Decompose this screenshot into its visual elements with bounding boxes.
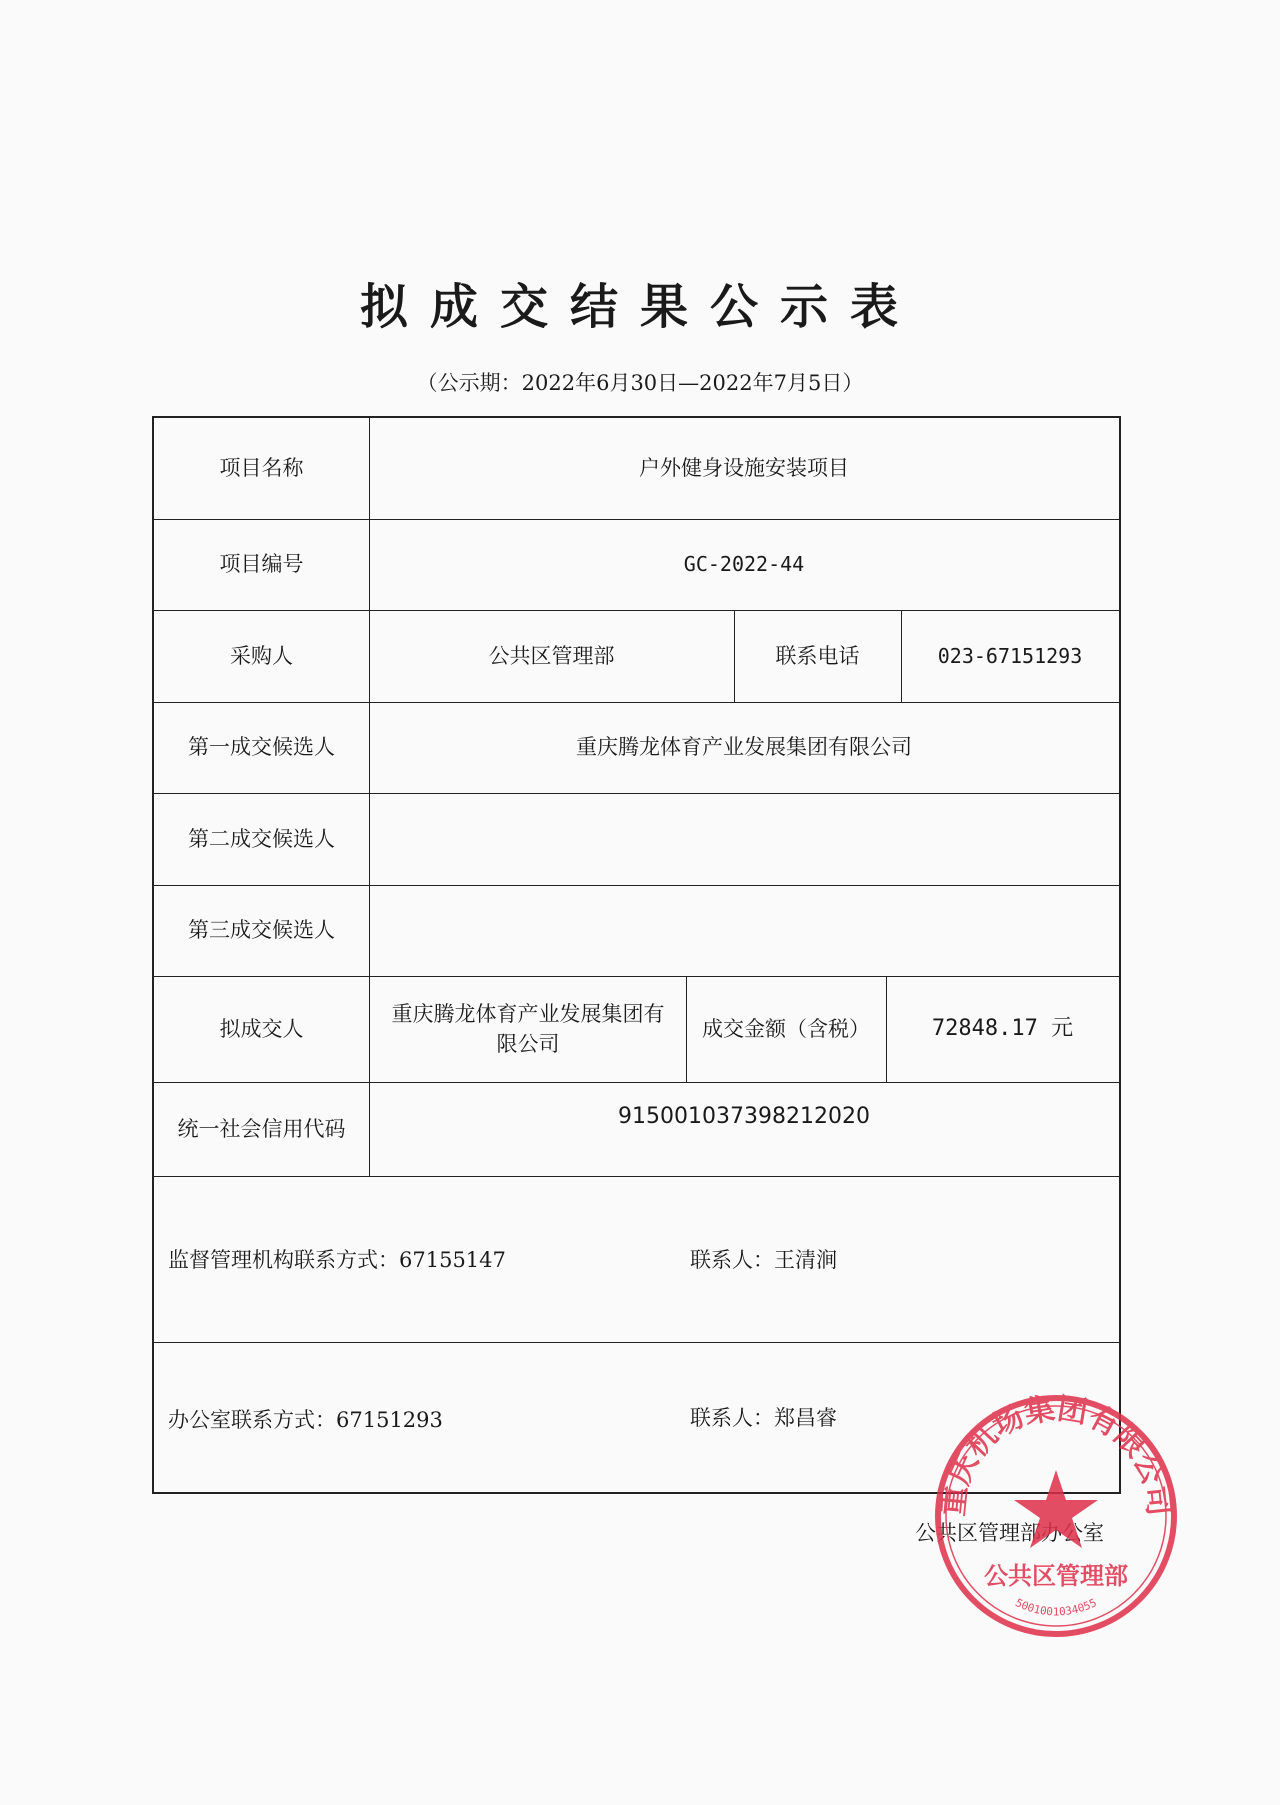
svg-text:重庆机场集团有限公司: 重庆机场集团有限公司	[936, 1391, 1176, 1518]
candidate2-label: 第二成交候选人	[188, 826, 335, 851]
office-contact: 办公室联系方式：67151293	[168, 1408, 443, 1432]
candidate1-value: 重庆腾龙体育产业发展集团有限公司	[576, 735, 912, 760]
project-no-label: 项目编号	[219, 552, 304, 577]
credit-code-value: 915001037398212020	[618, 1104, 870, 1130]
project-name-value: 户外健身设施安装项目	[639, 456, 849, 481]
page-title: 拟成交结果公示表	[359, 279, 920, 335]
candidate1-label: 第一成交候选人	[188, 735, 335, 760]
amount-value: 72848.17 元	[931, 1016, 1074, 1042]
signing-department: 公共区管理部办公室	[915, 1521, 1104, 1545]
row-divider	[154, 1176, 1119, 1177]
row-divider	[154, 1342, 1119, 1343]
awardee-value: 重庆腾龙体育产业发展集团有限公司	[391, 1001, 665, 1056]
purchaser-label: 采购人	[230, 643, 293, 668]
amount-label: 成交金额（含税）	[702, 1016, 870, 1041]
credit-code-label: 统一社会信用代码	[177, 1116, 346, 1141]
project-name-label: 项目名称	[219, 456, 304, 481]
candidate3-value	[369, 885, 1119, 976]
purchaser-value: 公共区管理部	[488, 643, 615, 668]
result-table	[152, 416, 1121, 1494]
svg-text:5001001034055: 5001001034055	[1013, 1596, 1099, 1619]
candidate3-label: 第三成交候选人	[188, 918, 335, 943]
supervision-person: 联系人：王清涧	[690, 1248, 837, 1272]
awardee-label: 拟成交人	[219, 1016, 304, 1041]
svg-text:公共区管理部: 公共区管理部	[984, 1562, 1128, 1590]
publicity-period: （公示期：2022年6月30日—2022年7月5日）	[416, 371, 864, 395]
office-person: 联系人：郑昌睿	[690, 1406, 837, 1430]
phone-label: 联系电话	[775, 643, 860, 668]
candidate2-value	[369, 793, 1119, 885]
phone-value: 023-67151293	[937, 643, 1083, 668]
official-seal-icon	[928, 1388, 1184, 1644]
supervision-contact: 监督管理机构联系方式：67155147	[168, 1248, 506, 1272]
project-no-value: GC-2022-44	[683, 552, 805, 576]
